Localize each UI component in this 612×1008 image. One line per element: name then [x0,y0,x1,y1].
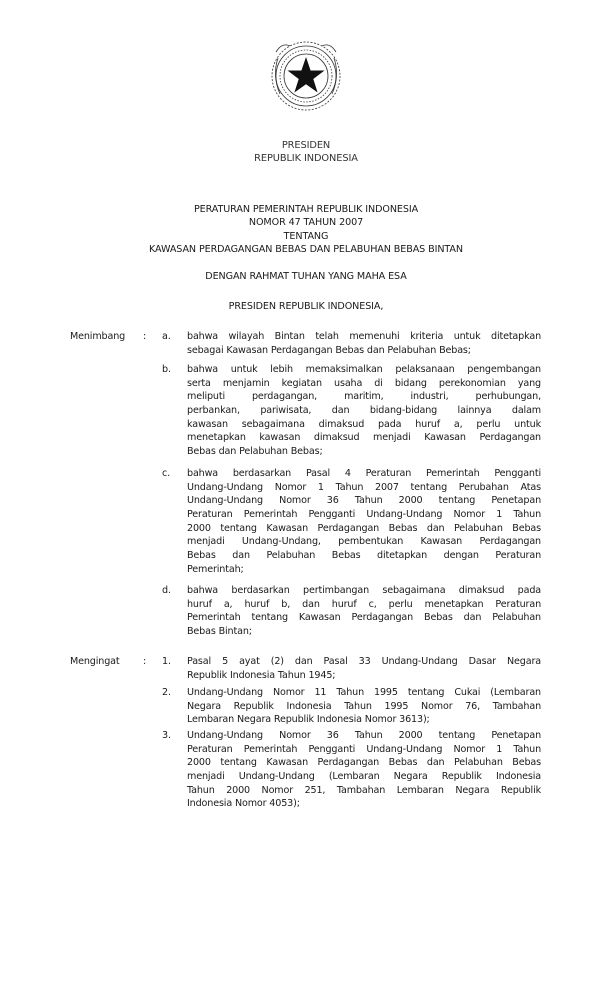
text-line: Peraturan Pemerintah Pengganti Undang-Undang Nomor 1 Tahun [187,509,541,521]
text-line: 2000 tentang Kawasan Perdagangan Bebas dan Pelabuhan Bebas [187,757,541,769]
text-line: Bebas dan Pelabuhan Bebas ditetapkan dengan Peraturan [187,550,541,562]
regulation-number: NOMOR 47 TAHUN 2007 [248,217,364,228]
regulation-about: TENTANG [283,231,329,242]
text-line: menjadi Undang-Undang (Lembaran Negara Republik Indonesia [187,771,541,783]
item-text [187,729,541,811]
section-label: Mengingat [70,656,120,667]
text-line: serta menjamin kegiatan usaha di bidang perekonomian yang [187,377,541,389]
text-line: bahwa untuk lebih memaksimalkan pelaksanaan pengembangan [187,364,541,375]
section-colon: : [143,331,147,342]
text-line: 2000 tentang Kawasan Perdagangan Bebas dan Pelabuhan Bebas [187,522,541,534]
text-line: bahwa berdasarkan pertimbangan sebagaimana dimaksud pada [187,585,541,596]
text-line: bahwa wilayah Bintan telah memenuhi kriteria untuk ditetapkan [187,331,541,342]
item-marker: d. [162,585,171,596]
text-line: Negara Republik Indonesia Tahun 1995 Nomor 76, Tambahan [187,700,541,712]
text-line: Undang-Undang Nomor 1 Tahun 2007 tentang Perubahan Atas [187,481,541,493]
authority-line: PRESIDEN REPUBLIK INDONESIA, [228,301,384,312]
text-line: Bebas dan Pelabuhan Bebas; [187,446,323,458]
text-line: sebagai Kawasan Perdagangan Bebas dan Pelabuhan Bebas; [187,344,471,356]
item-text [187,330,541,357]
text-line: Lembaran Negara Republik Indonesia Nomor 3613); [187,714,430,726]
item-text [187,363,541,459]
garuda-emblem-icon [268,38,344,114]
header-republic: REPUBLIK INDONESIA [254,153,358,164]
text-line: Pemerintah; [187,563,244,575]
blessing-line: DENGAN RAHMAT TUHAN YANG MAHA ESA [205,271,407,282]
text-line: Tahun 2000 Nomor 251, Tambahan Lembaran Negara Republik [187,784,541,796]
text-line: Pemerintah tentang Kawasan Perdagangan Bebas dan Pelabuhan [187,612,541,624]
text-line: Pasal 5 ayat (2) dan Pasal 33 Undang-Undang Dasar Negara [187,656,541,667]
text-line: Bebas Bintan; [187,626,252,638]
text-line: huruf a, huruf b, dan huruf c, perlu menetapkan Peraturan [187,598,541,610]
section-colon: : [143,656,147,667]
regulation-title: PERATURAN PEMERINTAH REPUBLIK INDONESIA [193,204,419,215]
text-line: kawasan sebagaimana dimaksud pada huruf a, perlu untuk [187,418,541,430]
text-line: menetapkan kawasan dimaksud menjadi Kawasan Perdagangan [187,432,541,444]
text-line: Republik Indonesia Tahun 1945; [187,669,336,681]
item-marker: 1. [162,656,171,667]
item-marker: c. [162,468,171,479]
text-line: perbankan, pariwisata, dan bidang-bidang lainnya dalam [187,405,541,417]
item-text [187,655,541,682]
section-label: Menimbang [70,331,126,342]
text-line: menjadi Undang-Undang, pembentukan Kawasan Perdagangan [187,536,541,548]
text-line: Undang-Undang Nomor 11 Tahun 1995 tentang Cukai (Lembaran [187,687,541,698]
item-text [187,467,541,577]
regulation-subject: KAWASAN PERDAGANGAN BEBAS DAN PELABUHAN BEBAS BINTAN [149,244,463,255]
item-text [187,584,541,639]
item-marker: a. [162,331,171,342]
text-line: Undang-Undang Nomor 36 Tahun 2000 tentang Penetapan [187,495,541,507]
text-line: Indonesia Nomor 4053); [187,798,300,810]
item-text [187,686,541,727]
text-line: meliputi perdagangan, maritim, industri, perhubungan, [187,391,541,403]
item-marker: 2. [162,687,171,698]
text-line: bahwa berdasarkan Pasal 4 Peraturan Pemerintah Pengganti [187,468,541,479]
text-line: Undang-Undang Nomor 36 Tahun 2000 tentang Penetapan [187,730,541,741]
header-president: PRESIDEN [281,140,331,151]
item-marker: b. [162,364,171,375]
item-marker: 3. [162,730,171,741]
text-line: Peraturan Pemerintah Pengganti Undang-Undang Nomor 1 Tahun [187,743,541,755]
